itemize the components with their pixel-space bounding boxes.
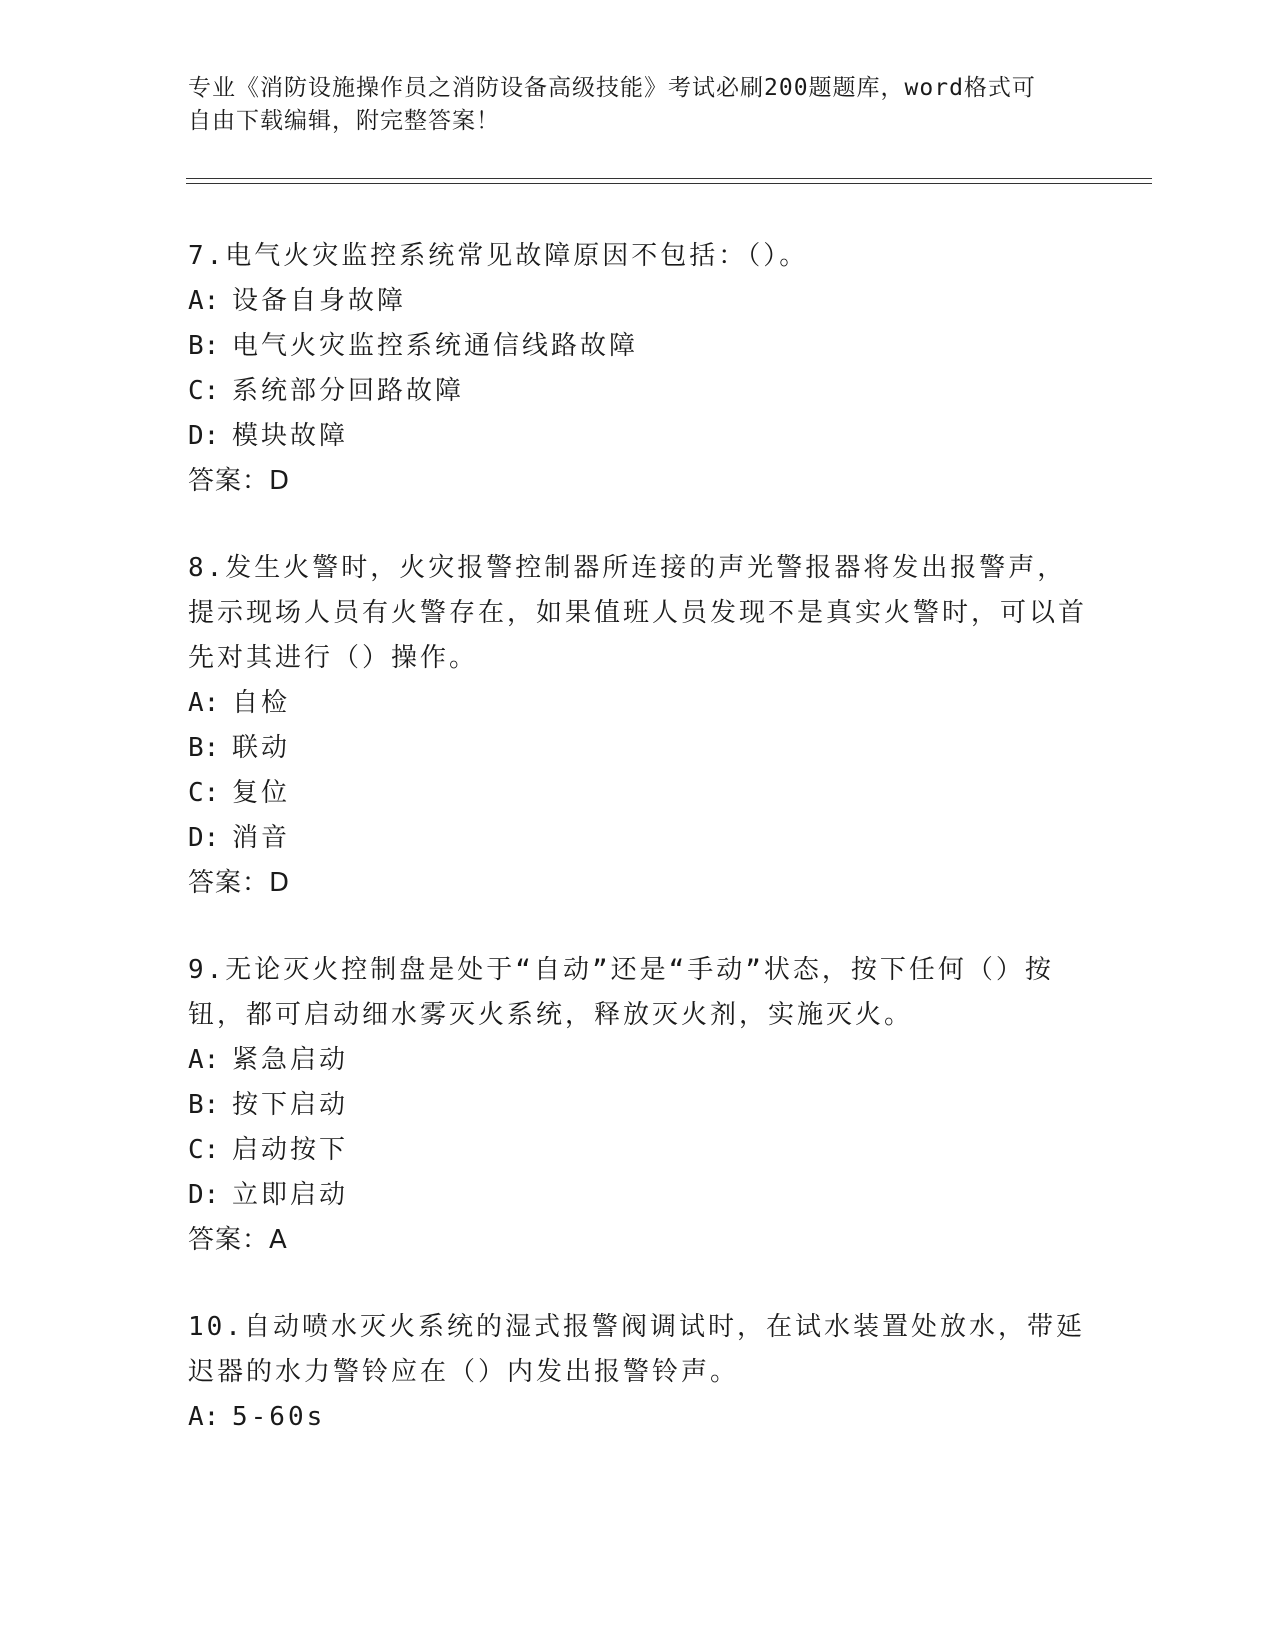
option-text: 系统部分回路故障	[232, 376, 465, 406]
option-letter: A:	[188, 1045, 220, 1075]
option-letter: C:	[188, 778, 220, 808]
option-letter: A:	[188, 1402, 220, 1432]
option-a	[188, 1038, 1088, 1083]
question-stem: 9.无论灭火控制盘是处于“自动”还是“手动”状态，按下任何（）按钮，都可启动细水雾灭火系统，释放灭火剂，实施灭火。	[188, 955, 1054, 1030]
question-9	[188, 948, 1088, 1263]
option-text: 自检	[232, 688, 291, 718]
option-text: 复位	[232, 778, 291, 808]
question-stem: 10.自动喷水灭火系统的湿式报警阀调试时，在试水装置处放水，带延迟器的水力警铃应在（）内发出报警铃声。	[188, 1312, 1085, 1387]
option-letter: A:	[188, 286, 220, 316]
question-stem: 8.发生火警时，火灾报警控制器所连接的声光警报器将发出报警声，提示现场人员有火警存在，如果值班人员发现不是真实火警时，可以首先对其进行（）操作。	[188, 553, 1088, 673]
question-stem: 7.电气火灾监控系统常见故障原因不包括：（）。	[188, 241, 809, 271]
option-d	[188, 1173, 1088, 1218]
option-c	[188, 1128, 1088, 1173]
option-letter: D:	[188, 823, 220, 853]
question-10	[188, 1305, 1088, 1440]
option-d	[188, 414, 1088, 459]
header-divider	[186, 178, 1152, 184]
option-text: 紧急启动	[232, 1045, 349, 1075]
option-text: 消音	[232, 823, 291, 853]
option-letter: B:	[188, 331, 220, 361]
option-a	[188, 1395, 1088, 1440]
option-text: 5-60s	[232, 1402, 326, 1432]
option-letter: D:	[188, 1180, 220, 1210]
question-7	[188, 234, 1088, 504]
option-letter: A:	[188, 688, 220, 718]
option-c	[188, 771, 1088, 816]
option-text: 启动按下	[232, 1135, 349, 1165]
option-letter: B:	[188, 733, 220, 763]
option-c	[188, 369, 1088, 414]
option-text: 模块故障	[232, 421, 349, 451]
answer-line: 答案：A	[188, 1225, 288, 1255]
option-text: 电气火灾监控系统通信线路故障	[232, 331, 639, 361]
option-d	[188, 816, 1088, 861]
header-line-1: 专业《消防设施操作员之消防设备高级技能》考试必刷200题题库，word格式可	[188, 75, 1036, 101]
option-a	[188, 681, 1088, 726]
header-line-2: 自由下载编辑，附完整答案！	[188, 108, 500, 134]
option-b	[188, 324, 1088, 369]
option-text: 设备自身故障	[232, 286, 407, 316]
question-8	[188, 546, 1088, 906]
option-b	[188, 726, 1088, 771]
answer-line: 答案：D	[188, 466, 291, 496]
option-text: 立即启动	[232, 1180, 349, 1210]
option-letter: C:	[188, 1135, 220, 1165]
option-letter: B:	[188, 1090, 220, 1120]
option-text: 联动	[232, 733, 291, 763]
answer-line: 答案：D	[188, 868, 291, 898]
document-header	[188, 72, 1068, 138]
option-letter: D:	[188, 421, 220, 451]
option-letter: C:	[188, 376, 220, 406]
option-b	[188, 1083, 1088, 1128]
option-a	[188, 279, 1088, 324]
option-text: 按下启动	[232, 1090, 349, 1120]
question-list	[188, 234, 1088, 1482]
